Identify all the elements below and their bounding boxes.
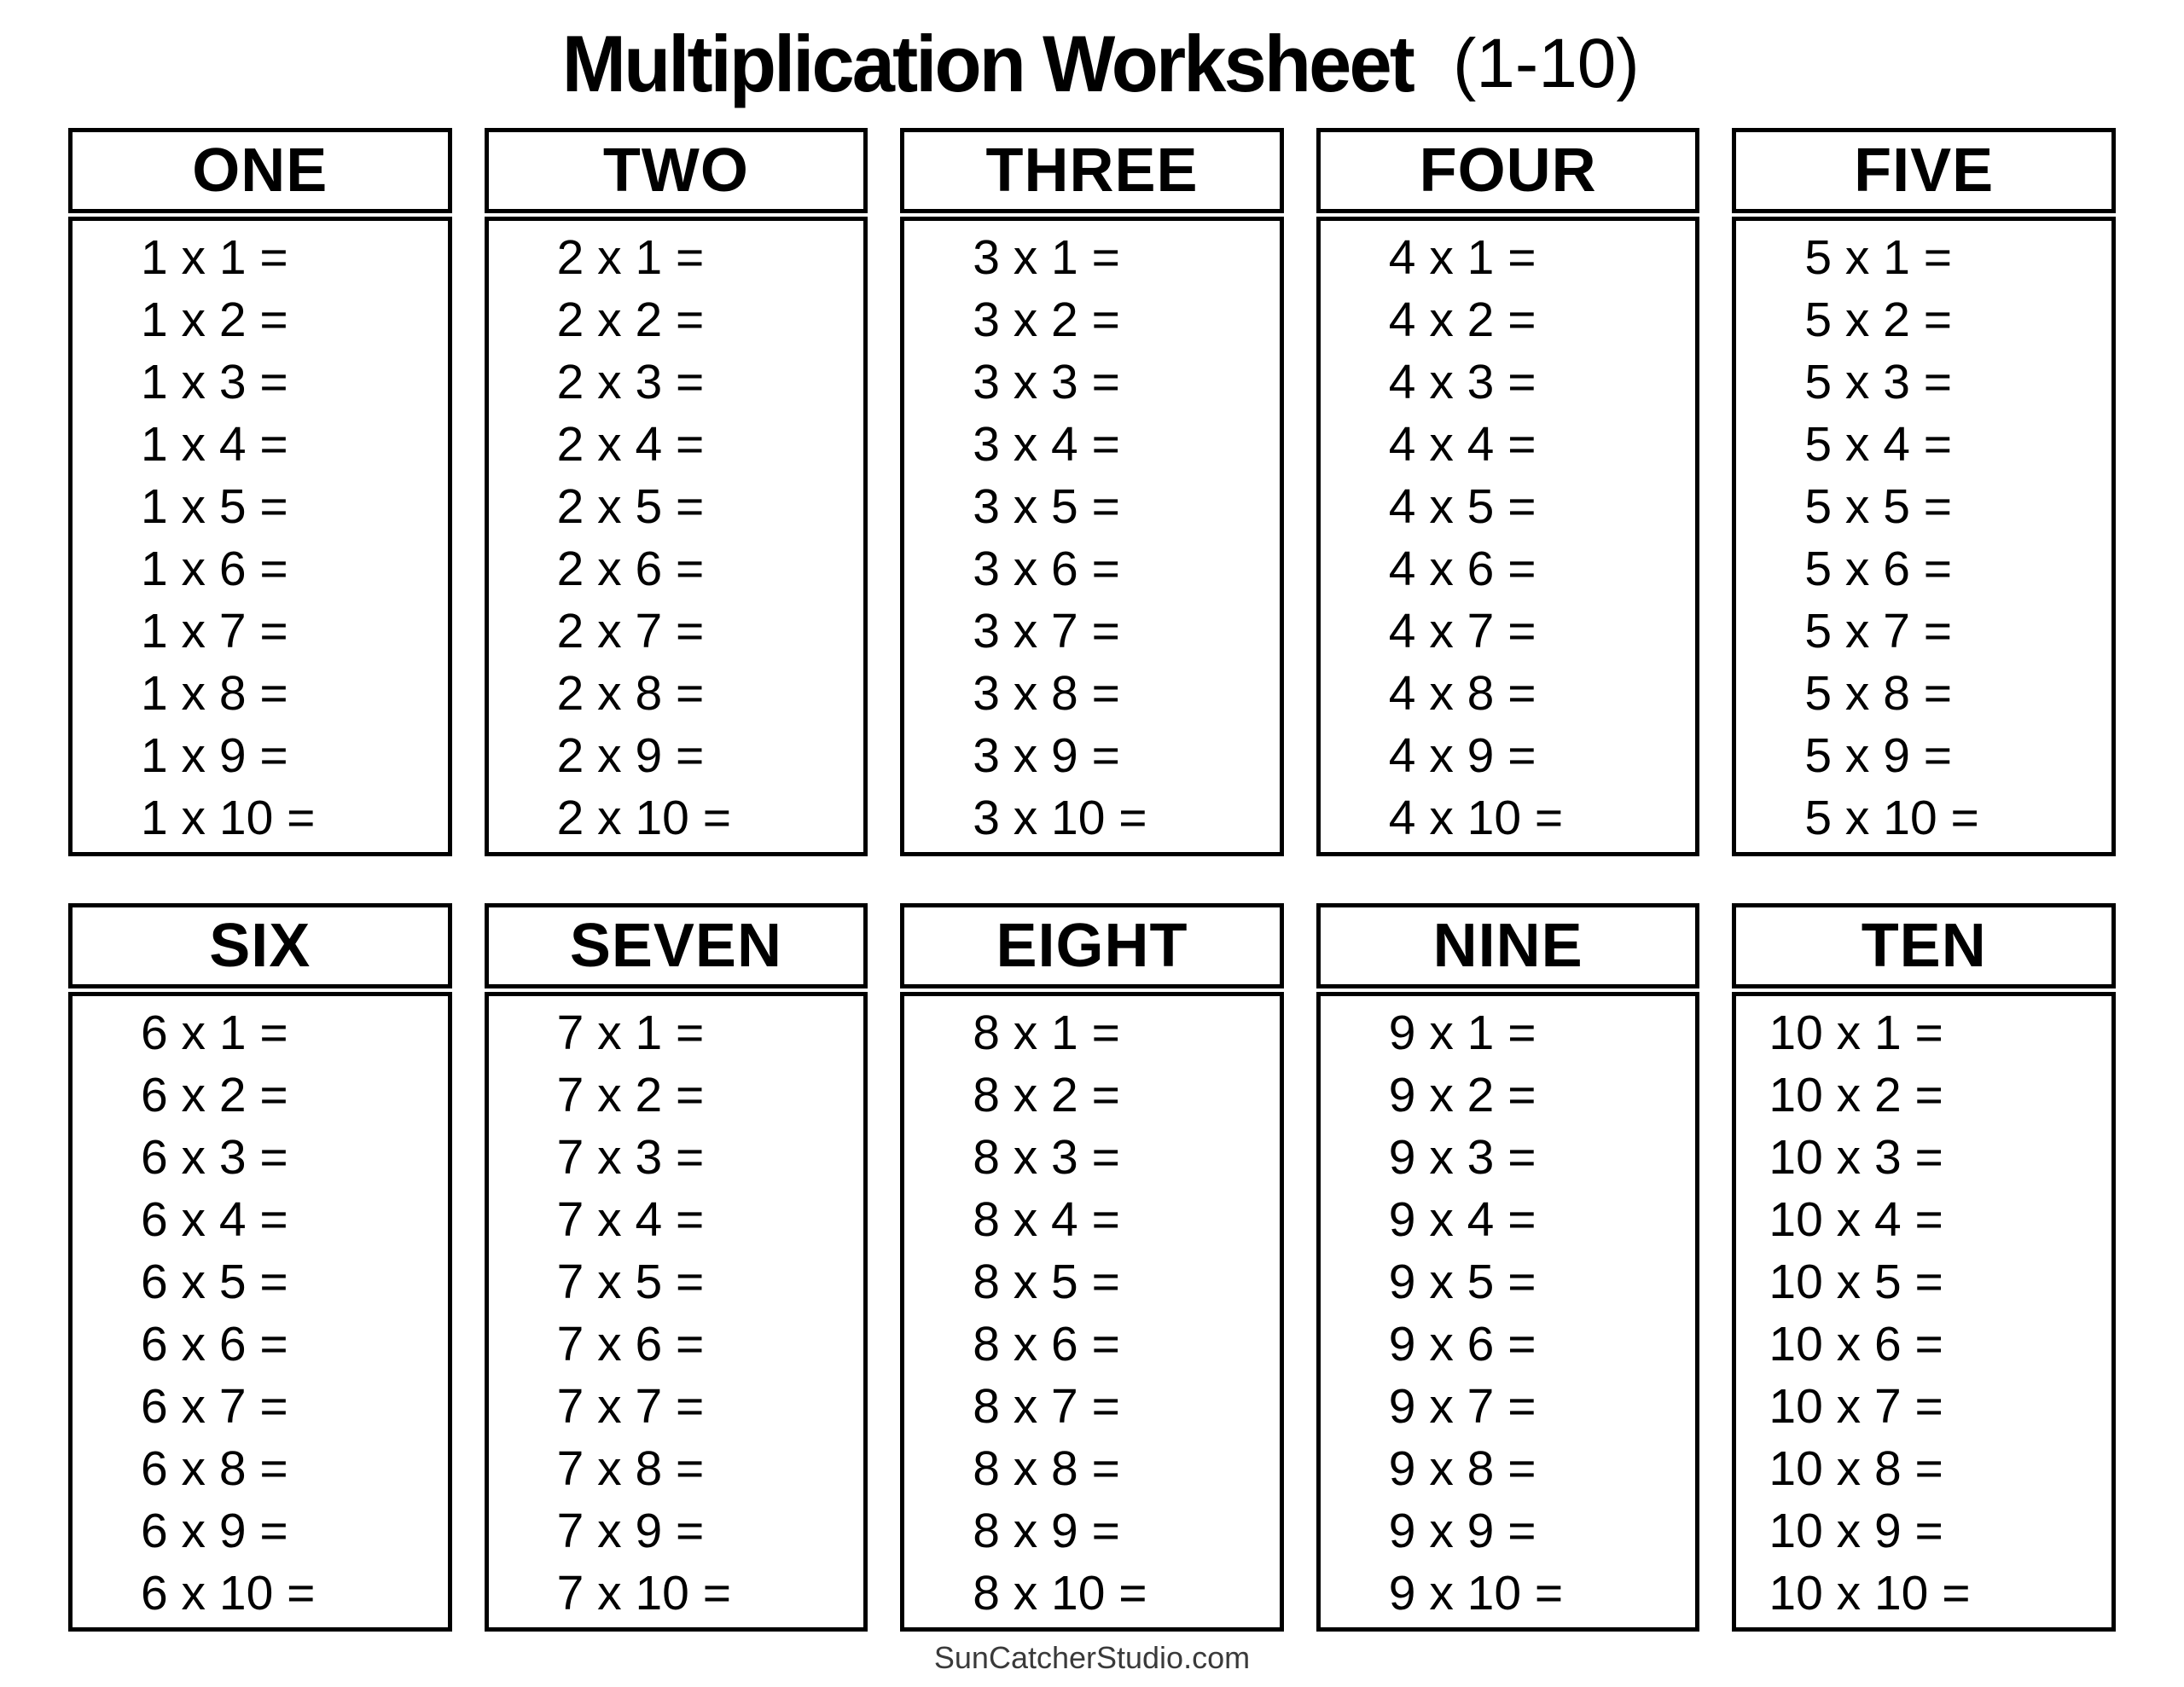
- problem-row: 8 x 4 =: [973, 1192, 1120, 1247]
- table-header: [1316, 128, 1700, 213]
- problem-row: 2 x 8 =: [556, 666, 705, 721]
- problem-row: 9 x 2 =: [1388, 1068, 1536, 1122]
- table-header: [1732, 903, 2116, 988]
- problem-row: 7 x 3 =: [556, 1130, 705, 1185]
- problem-row: 7 x 9 =: [556, 1504, 705, 1558]
- tables-grid-row-2: [68, 903, 2116, 1632]
- problem-row: 3 x 6 =: [973, 542, 1120, 596]
- table-body: [68, 217, 452, 856]
- problem-row: 10 x 9 =: [1769, 1504, 1943, 1558]
- problem-row: 6 x 1 =: [141, 1006, 288, 1060]
- table-body: [485, 992, 868, 1632]
- problem-row: 2 x 3 =: [556, 355, 705, 409]
- problem-row: 6 x 7 =: [141, 1379, 288, 1434]
- problem-row: 4 x 7 =: [1388, 604, 1536, 658]
- problem-row: 9 x 9 =: [1388, 1504, 1536, 1558]
- table-header-label: THREE: [985, 136, 1199, 205]
- problem-row: 1 x 10 =: [141, 791, 316, 845]
- problem-row: 6 x 3 =: [141, 1130, 288, 1185]
- table-header: [1316, 903, 1700, 988]
- table-header: [68, 128, 452, 213]
- times-table-four: [1316, 128, 1700, 856]
- problem-row: 5 x 10 =: [1804, 791, 1979, 845]
- problem-row: 6 x 5 =: [141, 1255, 288, 1309]
- problem-row: 6 x 4 =: [141, 1192, 288, 1247]
- problem-row: 8 x 2 =: [973, 1068, 1120, 1122]
- problem-row: 3 x 10 =: [973, 791, 1147, 845]
- table-header: [68, 903, 452, 988]
- footer-credit: SunCatcherStudio.com: [933, 1640, 1251, 1675]
- problem-row: 1 x 1 =: [141, 230, 288, 285]
- problem-row: 4 x 6 =: [1388, 542, 1536, 596]
- problem-row: 8 x 10 =: [973, 1566, 1147, 1620]
- problem-row: 2 x 6 =: [556, 542, 705, 596]
- problem-row: 2 x 10 =: [556, 791, 731, 845]
- problem-row: 8 x 9 =: [973, 1504, 1120, 1558]
- problem-row: 6 x 8 =: [141, 1441, 288, 1496]
- table-header: [485, 128, 868, 213]
- problem-row: 9 x 6 =: [1388, 1317, 1536, 1371]
- table-header-label: NINE: [1432, 912, 1583, 980]
- problem-row: 9 x 4 =: [1388, 1192, 1536, 1247]
- problem-row: 3 x 2 =: [973, 293, 1120, 347]
- problem-row: 3 x 5 =: [973, 479, 1120, 534]
- problem-row: 2 x 5 =: [556, 479, 705, 534]
- times-table-five: [1732, 128, 2116, 856]
- problem-row: 5 x 1 =: [1804, 230, 1953, 285]
- table-header-label: FOUR: [1419, 136, 1597, 205]
- problem-row: 9 x 3 =: [1388, 1130, 1536, 1185]
- problem-row: 1 x 7 =: [141, 604, 288, 658]
- problem-row: 3 x 1 =: [973, 230, 1120, 285]
- problem-row: 8 x 8 =: [973, 1441, 1120, 1496]
- table-header-label: FIVE: [1854, 136, 1995, 205]
- times-table-three: [900, 128, 1284, 856]
- page-title: [0, 0, 2184, 128]
- times-table-two: [485, 128, 868, 856]
- problem-row: 1 x 6 =: [141, 542, 288, 596]
- problem-row: 7 x 8 =: [556, 1441, 705, 1496]
- problem-row: 1 x 8 =: [141, 666, 288, 721]
- problem-row: 8 x 7 =: [973, 1379, 1120, 1434]
- tables-grid-row-1: [68, 128, 2116, 856]
- table-header-label: TEN: [1861, 912, 1987, 980]
- problem-row: 7 x 2 =: [556, 1068, 705, 1122]
- problem-row: 6 x 9 =: [141, 1504, 288, 1558]
- table-body: [900, 217, 1284, 856]
- page-title-range: (1-10): [1452, 25, 1640, 102]
- problem-row: 2 x 7 =: [556, 604, 705, 658]
- problem-row: 7 x 4 =: [556, 1192, 705, 1247]
- problem-row: 2 x 1 =: [556, 230, 705, 285]
- footer: [0, 1639, 2184, 1677]
- times-table-ten: [1732, 903, 2116, 1632]
- problem-row: 3 x 9 =: [973, 728, 1120, 783]
- problem-row: 5 x 9 =: [1804, 728, 1953, 783]
- problem-row: 4 x 9 =: [1388, 728, 1536, 783]
- problem-row: 7 x 5 =: [556, 1255, 705, 1309]
- times-table-eight: [900, 903, 1284, 1632]
- problem-row: 9 x 10 =: [1388, 1566, 1564, 1620]
- problem-row: 7 x 1 =: [556, 1006, 705, 1060]
- problem-row: 7 x 10 =: [556, 1566, 731, 1620]
- times-table-nine: [1316, 903, 1700, 1632]
- problem-row: 3 x 3 =: [973, 355, 1120, 409]
- problem-row: 5 x 5 =: [1804, 479, 1953, 534]
- table-body: [1316, 217, 1700, 856]
- problem-row: 10 x 7 =: [1769, 1379, 1943, 1434]
- problem-row: 9 x 1 =: [1388, 1006, 1536, 1060]
- problem-row: 10 x 3 =: [1769, 1130, 1943, 1185]
- problem-row: 2 x 2 =: [556, 293, 705, 347]
- table-body: [1316, 992, 1700, 1632]
- page-title-text: Multiplication Worksheet: [562, 19, 1414, 108]
- problem-row: 2 x 4 =: [556, 417, 705, 472]
- problem-row: 5 x 3 =: [1804, 355, 1953, 409]
- problem-row: 10 x 4 =: [1769, 1192, 1943, 1247]
- problem-row: 4 x 3 =: [1388, 355, 1536, 409]
- table-header: [900, 128, 1284, 213]
- problem-row: 3 x 7 =: [973, 604, 1120, 658]
- problem-row: 5 x 7 =: [1804, 604, 1953, 658]
- problem-row: 6 x 6 =: [141, 1317, 288, 1371]
- problem-row: 5 x 6 =: [1804, 542, 1953, 596]
- problem-row: 7 x 7 =: [556, 1379, 705, 1434]
- problem-row: 4 x 8 =: [1388, 666, 1536, 721]
- times-table-six: [68, 903, 452, 1632]
- table-header: [1732, 128, 2116, 213]
- problem-row: 8 x 3 =: [973, 1130, 1120, 1185]
- table-header-label: SIX: [209, 912, 311, 980]
- problem-row: 4 x 10 =: [1388, 791, 1564, 845]
- problem-row: 5 x 2 =: [1804, 293, 1953, 347]
- problem-row: 9 x 8 =: [1388, 1441, 1536, 1496]
- table-header-label: ONE: [192, 136, 328, 205]
- table-header-label: EIGHT: [996, 912, 1188, 980]
- problem-row: 6 x 10 =: [141, 1566, 316, 1620]
- table-body: [68, 992, 452, 1632]
- problem-row: 8 x 6 =: [973, 1317, 1120, 1371]
- problem-row: 5 x 8 =: [1804, 666, 1953, 721]
- table-header-label: TWO: [602, 136, 749, 205]
- problem-row: 1 x 2 =: [141, 293, 288, 347]
- problem-row: 1 x 4 =: [141, 417, 288, 472]
- problem-row: 10 x 5 =: [1769, 1255, 1943, 1309]
- problem-row: 2 x 9 =: [556, 728, 705, 783]
- problem-row: 9 x 7 =: [1388, 1379, 1536, 1434]
- table-body: [1732, 992, 2116, 1632]
- problem-row: 1 x 5 =: [141, 479, 288, 534]
- problem-row: 3 x 8 =: [973, 666, 1120, 721]
- problem-row: 10 x 6 =: [1769, 1317, 1943, 1371]
- problem-row: 10 x 2 =: [1769, 1068, 1943, 1122]
- problem-row: 9 x 5 =: [1388, 1255, 1536, 1309]
- problem-row: 8 x 5 =: [973, 1255, 1120, 1309]
- problem-row: 8 x 1 =: [973, 1006, 1120, 1060]
- problem-row: 7 x 6 =: [556, 1317, 705, 1371]
- problem-row: 10 x 1 =: [1769, 1006, 1943, 1060]
- problem-row: 4 x 4 =: [1388, 417, 1536, 472]
- problem-row: 3 x 4 =: [973, 417, 1120, 472]
- table-body: [1732, 217, 2116, 856]
- problem-row: 6 x 2 =: [141, 1068, 288, 1122]
- problem-row: 1 x 9 =: [141, 728, 288, 783]
- times-table-one: [68, 128, 452, 856]
- problem-row: 4 x 5 =: [1388, 479, 1536, 534]
- problem-row: 4 x 2 =: [1388, 293, 1536, 347]
- problem-row: 1 x 3 =: [141, 355, 288, 409]
- problem-row: 10 x 8 =: [1769, 1441, 1943, 1496]
- problem-row: 5 x 4 =: [1804, 417, 1953, 472]
- table-body: [900, 992, 1284, 1632]
- problem-row: 4 x 1 =: [1388, 230, 1536, 285]
- table-header-label: SEVEN: [569, 912, 782, 980]
- table-body: [485, 217, 868, 856]
- problem-row: 10 x 10 =: [1769, 1566, 1971, 1620]
- times-table-seven: [485, 903, 868, 1632]
- table-header: [485, 903, 868, 988]
- table-header: [900, 903, 1284, 988]
